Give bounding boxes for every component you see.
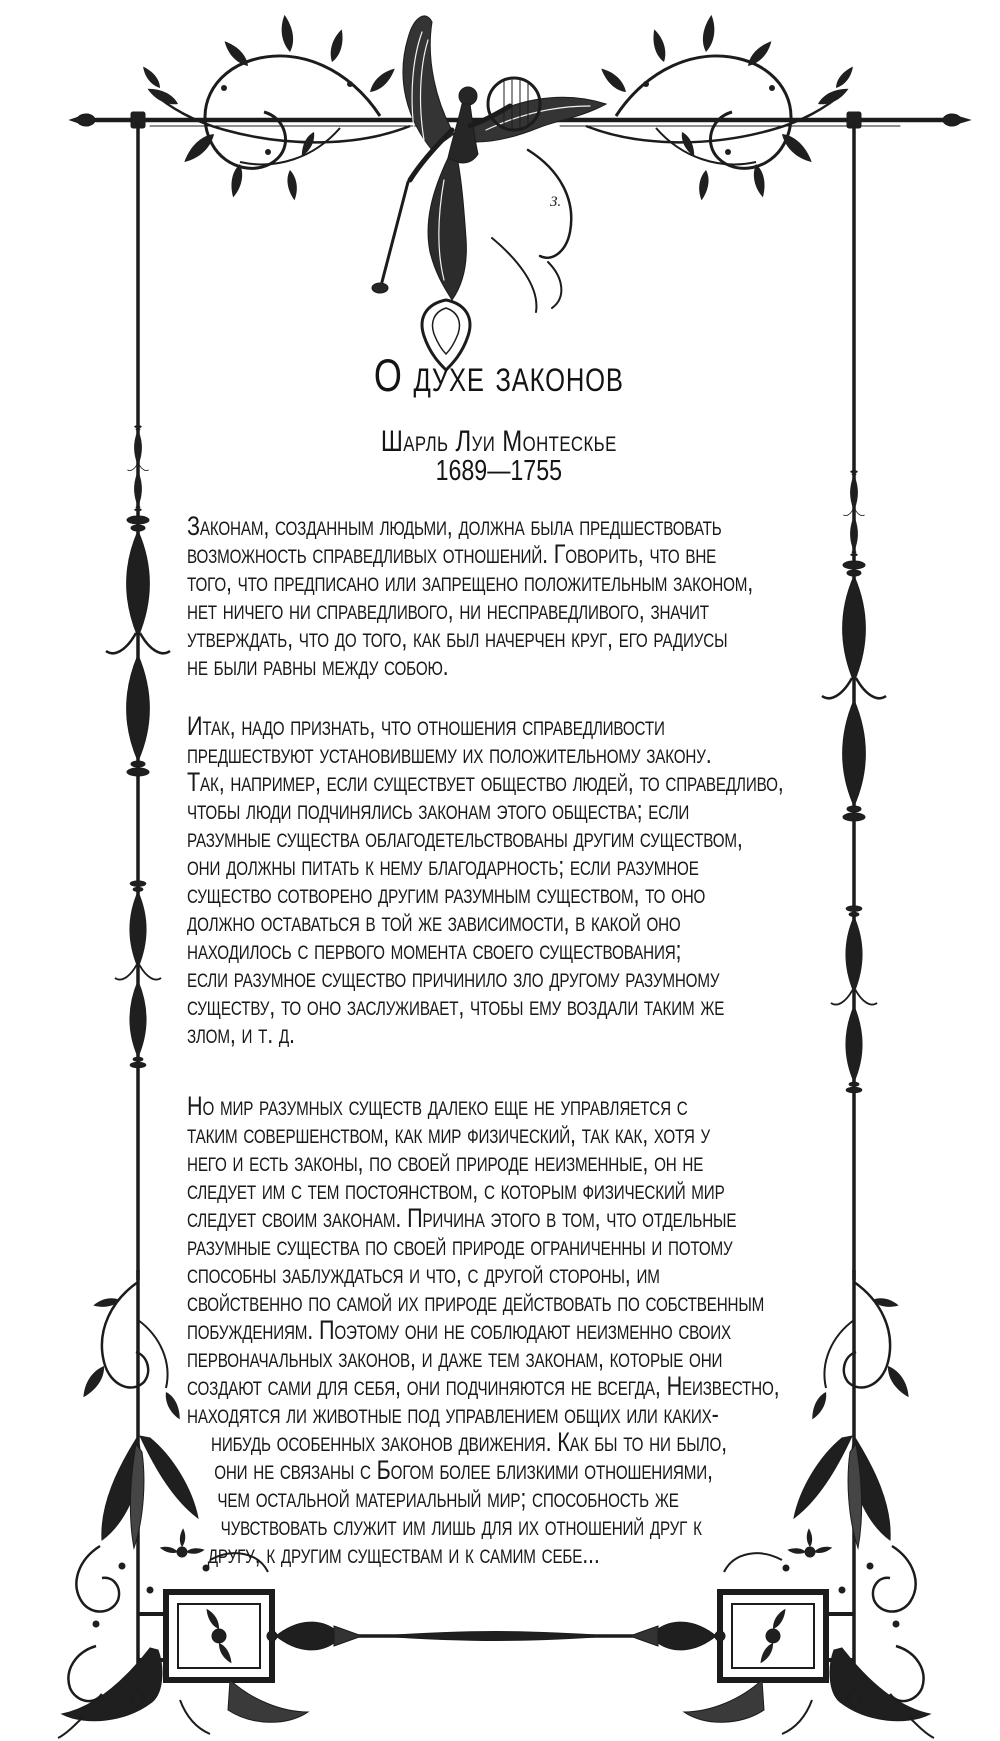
text-line: разумные существа облагодетельствованы другим существом, xyxy=(187,823,743,853)
page-header xyxy=(186,352,812,486)
text-line: нибудь особенных законов движения. Как бы то ни было, xyxy=(211,1427,727,1457)
text-line: Так, например, если существует общество людей, то справедливо, xyxy=(187,767,784,797)
text-line: него и есть законы, по своей природе неизменные, он не xyxy=(187,1147,704,1177)
bottom-rule xyxy=(267,1622,725,1650)
paragraph-1 xyxy=(187,512,827,680)
text-line: они должны питать к нему благодарность; если разумное xyxy=(187,851,699,881)
text-line: Итак, надо признать, что отношения справедливости xyxy=(187,711,665,741)
right-vine-ornament xyxy=(586,14,855,200)
text-line: следует им с тем постоянством, с которым физический мир xyxy=(187,1175,725,1205)
text-line: первоначальных законов, и даже тем законам, которые они xyxy=(187,1343,723,1373)
text-line: они не связаны с Богом более близкими отношениями, xyxy=(214,1455,713,1485)
left-vine-ornament xyxy=(141,14,410,200)
text-line: возможность справедливых отношений. Говорить, что вне xyxy=(187,539,717,569)
author-years: 1689—1755 xyxy=(435,455,563,487)
text-line: находятся ли животные под управлением общих или каких- xyxy=(187,1399,719,1429)
text-line: свойственно по самой их природе действовать по собственным xyxy=(187,1287,765,1317)
text-line: другу, к другим существам и к самим себе... xyxy=(207,1539,600,1569)
text-line: предшествуют установившему их положительному закону. xyxy=(187,739,712,769)
text-line: того, что предписано или запрещено положительным законом, xyxy=(187,567,754,597)
right-rail xyxy=(822,122,886,1280)
text-line: не были равны между собою. xyxy=(187,651,449,681)
angel-figure xyxy=(372,16,606,370)
text-line: создают сами для себя, они подчиняются не всегда, Неизвестно, xyxy=(187,1371,780,1401)
text-line: существо сотворено другим разумным существом, то оно xyxy=(187,879,706,909)
text-line: утверждать, что до того, как был начерчен круг, его радиусы xyxy=(187,623,728,653)
text-line: находилось с первого момента своего существования; xyxy=(187,935,682,965)
text-line: разумные существа по своей природе ограниченны и потому xyxy=(187,1231,733,1261)
text-line: способны заблуждаться и что, с другой стороны, им xyxy=(187,1259,660,1289)
text-line: Но мир разумных существ далеко еще не управляется с xyxy=(187,1091,688,1121)
text-line: чувствовать служит им лишь для их отношений друг к xyxy=(220,1511,702,1541)
text-line: нет ничего ни справедливого, ни несправедливого, значит xyxy=(187,595,709,625)
author-name: Шарль Луи Монтескье xyxy=(380,425,617,458)
text-line: чтобы люди подчинялись законам этого общества; если xyxy=(187,795,690,825)
paragraph-2 xyxy=(187,712,827,1048)
text-line: чем остальной материальный мир; способность же xyxy=(217,1483,679,1513)
text-line: таким совершенством, как мир физический, так как, хотя у xyxy=(187,1119,710,1149)
text-line: злом, и т. д. xyxy=(187,1019,295,1049)
paragraph-3 xyxy=(187,1092,827,1568)
left-rail xyxy=(106,122,170,1280)
page-title: О духе законов xyxy=(373,350,624,401)
engraver-monogram: З. xyxy=(550,194,562,210)
text-line: если разумное существо причинило зло другому разумному xyxy=(187,963,720,993)
text-line: Законам, созданным людьми, должна была предшествовать xyxy=(187,511,722,541)
text-line: существу, то оно заслуживает, чтобы ему воздали таким же xyxy=(187,991,725,1021)
text-line: побуждениям. Поэтому они не соблюдают неизменно своих xyxy=(187,1315,732,1345)
text-line: должно оставаться в той же зависимости, в какой оно xyxy=(187,907,681,937)
text-line: следует своим законам. Причина этого в том, что отдельные xyxy=(187,1203,737,1233)
